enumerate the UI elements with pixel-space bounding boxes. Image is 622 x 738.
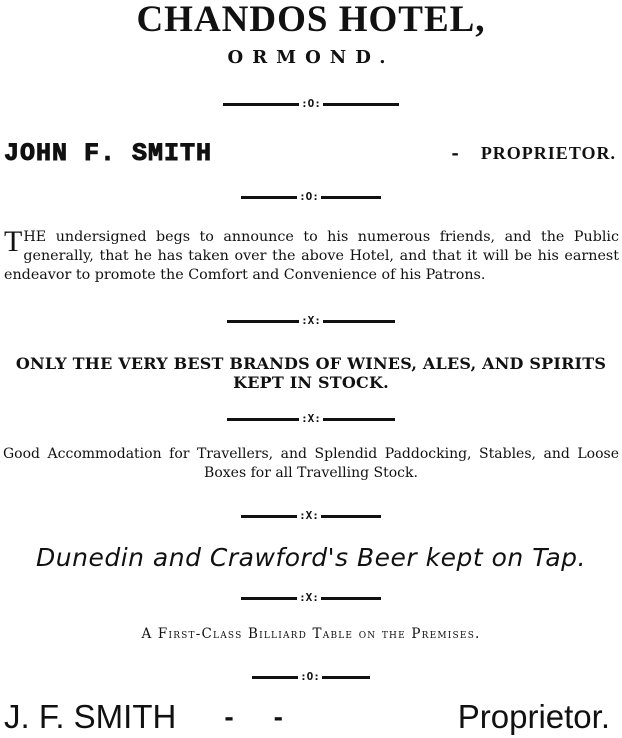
divider-rule xyxy=(241,515,297,518)
divider-rule xyxy=(252,676,298,679)
divider-4 xyxy=(0,412,622,426)
divider-rule xyxy=(241,597,297,600)
hotel-location: ORMOND. xyxy=(227,47,395,68)
divider-rule xyxy=(241,196,297,199)
divider-2 xyxy=(0,190,622,204)
divider-ornament: :O: xyxy=(300,670,320,683)
brands-notice xyxy=(0,354,622,392)
divider-7 xyxy=(0,670,622,684)
footer-dash-1: - xyxy=(224,701,234,732)
footer-dash-2: - xyxy=(273,701,283,732)
divider-ornament: :X: xyxy=(301,412,321,425)
announcement-text: HE undersigned begs to announce to his numerous friends, and the Public generally, that he has taken over the above Hotel, and that it will be his earnest endeavor to promote the Comfort and Convenience of his Patrons. xyxy=(4,229,619,283)
brands-line-1: ONLY THE VERY BEST BRANDS OF WINES, ALES, AND SPIRITS xyxy=(15,354,607,373)
beer-notice: Dunedin and Crawford's Beer kept on Tap. xyxy=(36,543,586,572)
proprietor-line xyxy=(4,138,616,168)
divider-rule xyxy=(227,418,299,421)
divider-ornament: :X: xyxy=(301,314,321,327)
divider-ornament: :X: xyxy=(299,509,319,522)
brands-line-2: KEPT IN STOCK. xyxy=(233,373,389,392)
divider-rule xyxy=(321,597,381,600)
footer-name: J. F. SMITH xyxy=(4,698,177,735)
accommodation-notice: Good Accommodation for Travellers, and Splendid Paddocking, Stables, and Loose Boxes for all Travelling Stock. xyxy=(3,446,619,481)
divider-ornament: :X: xyxy=(299,591,319,604)
divider-rule xyxy=(322,676,370,679)
divider-rule xyxy=(223,103,299,106)
divider-ornament: :O: xyxy=(301,97,321,110)
divider-rule xyxy=(323,418,395,421)
announcement-paragraph xyxy=(4,225,619,285)
divider-rule xyxy=(323,103,399,106)
divider-ornament: :O: xyxy=(299,190,319,203)
footer-role: Proprietor. xyxy=(457,698,610,735)
divider-rule xyxy=(323,320,395,323)
proprietor-separator: - xyxy=(451,142,459,164)
proprietor-name: JOHN F. SMITH xyxy=(4,138,213,168)
divider-1 xyxy=(0,97,622,111)
proprietor-role: PROPRIETOR. xyxy=(480,142,616,163)
footer-signature xyxy=(4,696,610,738)
divider-3 xyxy=(0,314,622,328)
divider-rule xyxy=(321,196,381,199)
divider-6 xyxy=(0,591,622,605)
billiard-notice: A First-Class Billiard Table on the Premises. xyxy=(141,626,481,642)
divider-5 xyxy=(0,509,622,523)
divider-rule xyxy=(321,515,381,518)
hotel-title: CHANDOS HOTEL, xyxy=(136,0,486,40)
divider-rule xyxy=(227,320,299,323)
drop-cap: T xyxy=(4,225,23,258)
